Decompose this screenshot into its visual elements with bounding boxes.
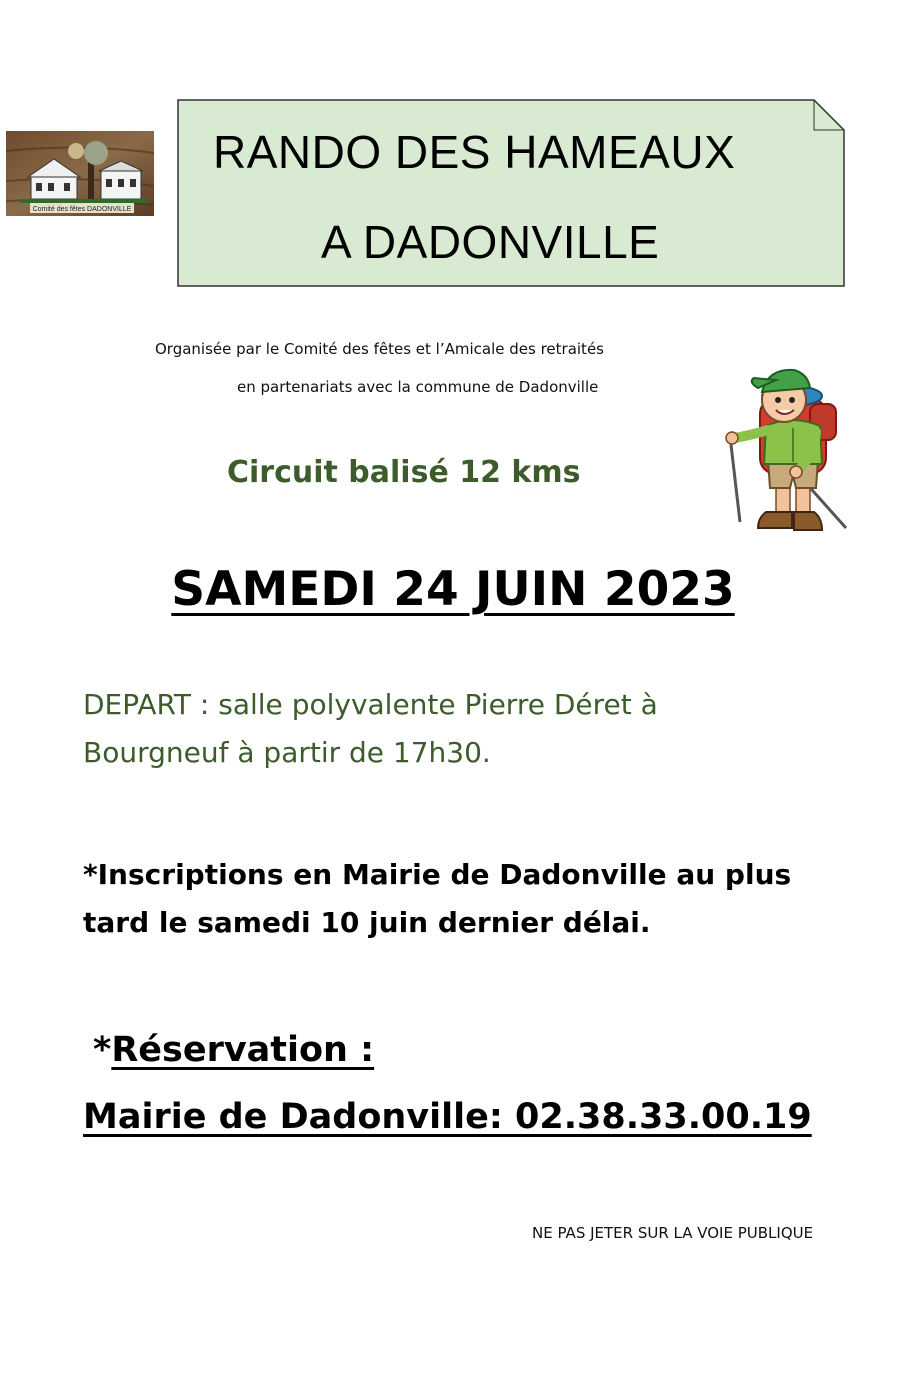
reservation-label-text: Réservation : [111,1030,375,1070]
reservation-phone: Mairie de Dadonville: 02.38.33.00.19 [83,1097,812,1137]
inscriptions-line-2: tard le samedi 10 juin dernier délai. [83,906,651,939]
depart-line-2: Bourgneuf à partir de 17h30. [83,736,491,769]
reservation-star: * [93,1030,112,1070]
event-date-text: SAMEDI 24 JUIN 2023 [171,562,735,617]
hiker-illustration-icon [718,352,856,542]
reservation-label [93,1030,374,1070]
circuit-info: Circuit balisé 12 kms [227,455,581,490]
event-date [0,562,906,617]
depart-line-1: DEPART : salle polyvalente Pierre Déret à [83,688,658,721]
footer-notice: NE PAS JETER SUR LA VOIE PUBLIQUE [532,1224,814,1242]
organizer-line-1: Organisée par le Comité des fêtes et l’Amicale des retraités [155,340,604,358]
committee-logo-icon [6,131,154,216]
title-line-2: A DADONVILLE [321,216,660,268]
logo-caption: Comité des fêtes DADONVILLE [32,206,132,213]
inscriptions-line-1: *Inscriptions en Mairie de Dadonville au plus [83,858,792,891]
title-line-1: RANDO DES HAMEAUX [213,126,736,178]
organizer-line-2: en partenariats avec la commune de Dadonville [237,378,599,396]
title-box [177,99,845,287]
